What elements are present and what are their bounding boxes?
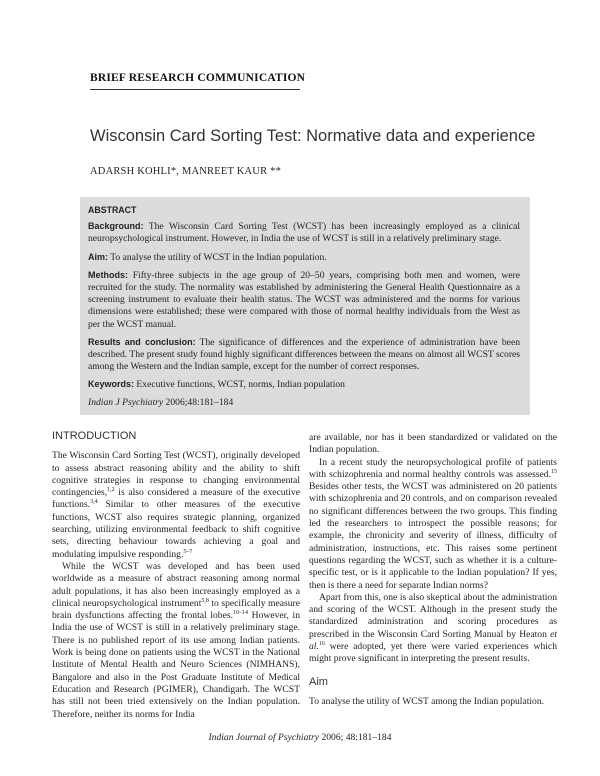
right-paragraph-0: are available, nor has it been standardized or validated on the Indian population. xyxy=(309,432,557,456)
aim-text: To analyse the utility of WCST among the Indian population. xyxy=(309,695,545,707)
intro-paragraph-2: While the WCST was developed and has been used worldwide as a measure of abstract reasoning among normal adult populations, it has also been increasingly employed as a clinical neuropsychological instrument$^{5,8}$ to specifically measure brain dysfunctions affecting the frontal lobes.$^{10-14}$ However, in India the use of WCST is still in a relatively preliminary stage. There is no published report of its use among Indian patients. Work is being done on patients using the WCST in the National Institute of Mental Health and Neuro Sciences (NIMHANS), Bangalore and also in the Post Graduate Institute of Medical Education and Research (PGIMER), Chandigarh. The WCST has still not been tried extensively on the Indian population. Therefore, neither its norms for India xyxy=(52,560,300,720)
abstract-heading: ABSTRACT xyxy=(88,205,137,215)
page-footer: Indian Journal of Psychiatry 2006; 48:181–184 xyxy=(208,732,392,743)
abstract-background: Background: The Wisconsin Card Sorting Test (WCST) has been increasingly employed as a clinical neuropsychological instrument. However, in India the use of WCST is still in a relatively preliminary stage. xyxy=(88,221,520,245)
section-rule xyxy=(90,89,300,90)
intro-paragraph-1: The Wisconsin Card Sorting Test (WCST), originally developed to assess abstract reasoning ability and the ability to shift cognitive strategies in response to changing environmental contingencies,$^{1,2}$ is also considered a measure of the executive functions.$^{3,4}$ Similar to other measures of the executive functions, WCST also requires strategic planning, organized searching, utilizing environmental feedback to shift cognitive sets, directing behaviour towards achieving a goal and modulating impulsive responding.$^{5-7}$ xyxy=(52,450,300,560)
abstract-methods: Methods: Fifty-three subjects in the age group of 20–50 years, comprising both men and women, were recruited for the study. The normality was established by administering the General Health Questionnaire as a screening instrument to evaluate their health status. The WCST was administered and the norms for various dimensions were established; these were compared with those of normal healthy individuals from the West as per the WCST manual. xyxy=(88,269,520,330)
authors: ADARSH KOHLI*, MANREET KAUR ** xyxy=(90,166,282,177)
aim-heading: Aim xyxy=(309,675,328,688)
abstract-box xyxy=(80,197,530,415)
left-column xyxy=(52,430,300,721)
section-label: BRIEF RESEARCH COMMUNICATION xyxy=(90,72,306,84)
article-title: Wisconsin Card Sorting Test: Normative data and experience xyxy=(90,127,536,145)
introduction-heading: INTRODUCTION xyxy=(52,430,137,442)
right-column xyxy=(309,432,557,708)
right-paragraph-2: Apart from this, one is also skeptical about the administration and scoring of the WCST. Although in the present study the standardized administration and scoring procedures as prescribed in the Wisconsin Card Sorting Manual by Heaton et al.$^{16}$ were adopted, yet there were varied experiences which might prove significant in interpreting the present results. xyxy=(309,591,557,665)
abstract-citation: Indian J Psychiatry 2006;48:181–184 xyxy=(88,396,234,408)
abstract-results: Results and conclusion: The significance of differences and the experience of administration have been described. The present study found highly significant differences between the means on almost all WCST scores among the Western and the Indian sample, except for the number of correct responses. xyxy=(88,336,520,373)
abstract-keywords: Keywords: Executive functions, WCST, norms, Indian population xyxy=(88,379,345,391)
abstract-aim: Aim: To analyse the utility of WCST in the Indian population. xyxy=(88,251,327,263)
right-paragraph-1: In a recent study the neuropsychological profile of patients with schizophrenia and normal healthy controls was assessed.$^{15}$ Besides other tests, the WCST was administered on 20 patients with schizophrenia and 20 controls, and on comparison revealed no significant differences between the two groups. This finding led the researchers to introspect the possible reasons; for example, the chronicity and severity of illness, difficulty of administration, instructions, etc. This raises some pertinent questions regarding the WCST, such as whether it is a culture-specific test, or is it applicable to the Indian population? If yes, then is there a need for separate Indian norms? xyxy=(309,456,557,591)
